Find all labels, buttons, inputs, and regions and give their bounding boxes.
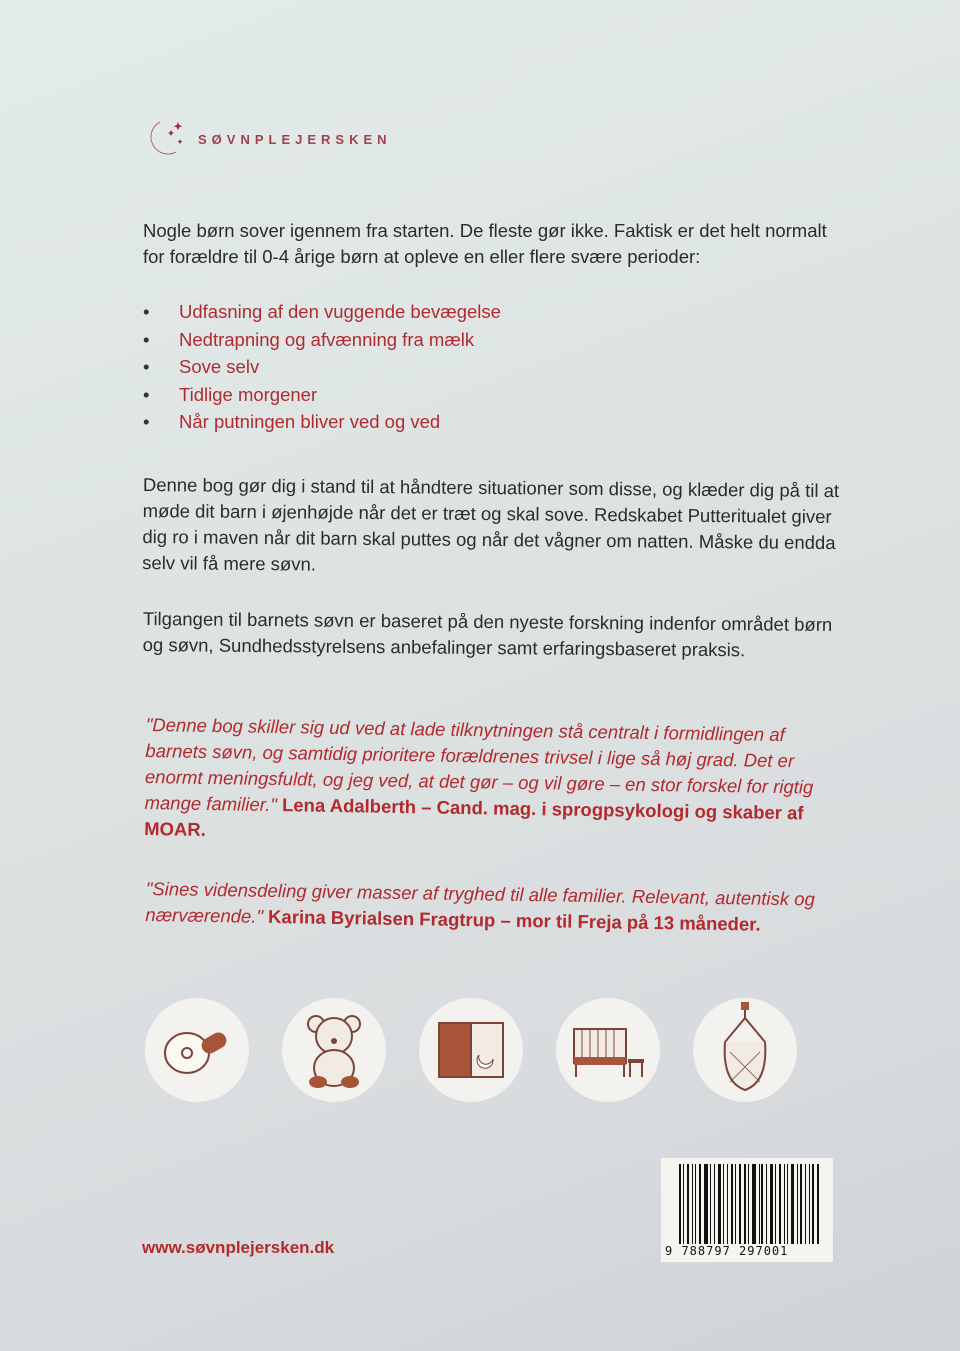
barcode-bar xyxy=(710,1164,711,1244)
barcode-bar xyxy=(683,1164,684,1244)
barcode-bar xyxy=(812,1164,815,1244)
description-paragraph: Denne bog gør dig i stand til at håndtere situationer som disse, og klæder dig på til at møde dit barn i øjenhøjde når det er træt og skal sove. Redskabet Putteritualet giver dig ro i maven når dit barn skal puttes og når det vågner om natten. Måske du endda selv vil få mere søvn. xyxy=(142,473,840,575)
intro-paragraph: Nogle børn sover igennem fra starten. De fleste gør ikke. Faktisk er det helt normalt for forældre til 0-4 årige børn at opleve en eller flere svære perioder: xyxy=(143,220,827,267)
barcode-bar xyxy=(779,1164,781,1244)
periods-list xyxy=(143,298,501,436)
list-item: • Tidlige morgener xyxy=(143,383,318,405)
barcode-bar xyxy=(817,1164,819,1244)
barcode-bar xyxy=(699,1164,701,1244)
barcode-bar xyxy=(695,1164,696,1244)
list-item: • Når putningen bliver ved og ved xyxy=(143,411,441,432)
barcode-bar xyxy=(687,1164,690,1244)
picture-book-icon xyxy=(419,998,523,1102)
list-item: • Nedtrapning og afvænning fra mælk xyxy=(143,328,475,350)
barcode-bar xyxy=(714,1164,716,1244)
barcode-bar xyxy=(761,1164,763,1244)
barcode-bar xyxy=(718,1164,721,1244)
barcode-bars xyxy=(679,1164,821,1244)
barcode-bar xyxy=(759,1164,760,1244)
barcode-bar xyxy=(805,1164,806,1244)
barcode-bar xyxy=(692,1164,693,1244)
barcode-bar xyxy=(787,1164,788,1244)
icon-row xyxy=(145,998,797,1102)
barcode-bar xyxy=(791,1164,794,1244)
barcode-bar xyxy=(800,1164,802,1244)
barcode-bar xyxy=(784,1164,786,1244)
barcode-bar xyxy=(770,1164,773,1244)
barcode-bar xyxy=(679,1164,681,1244)
hanging-cradle-icon xyxy=(693,998,797,1102)
list-item: • Sove selv xyxy=(143,356,260,377)
barcode-bar xyxy=(735,1164,736,1244)
brand-name: SØVNPLEJERSKEN xyxy=(198,131,392,147)
pacifier-icon xyxy=(145,998,249,1102)
barcode-bar xyxy=(809,1164,810,1244)
testimonial-2: "Sines vidensdeling giver masser af tryghed til alle familier. Relevant, autentisk og nærværende." Karina Byrialsen Fragtrup – mor til Freja på 13 måneder. xyxy=(145,877,816,935)
testimonial-1: "Denne bog skiller sig ud ved at lade tilknytningen stå centralt i formidlingen af barnets søvn, og samtidig prioritere forældrenes trivsel i lige så høj grad. Det er enormt meningsfuldt, og jeg ved, at det gør – og vil gøre – en stor forskel for rigtig mange familier." Lena Adalberth – Cand. mag. i sprogpsykologi og skaber af MOAR. xyxy=(144,713,814,840)
moon-stars-icon xyxy=(140,118,188,160)
barcode-bar xyxy=(797,1164,798,1244)
barcode-bar xyxy=(775,1164,776,1244)
list-item: • Udfasning af den vuggende bevægelse xyxy=(143,301,501,322)
barcode-bar xyxy=(704,1164,708,1244)
website-link[interactable]: www.søvnplejersken.dk xyxy=(142,1238,335,1257)
barcode-bar xyxy=(739,1164,742,1244)
barcode-bar xyxy=(727,1164,728,1244)
brand-logo xyxy=(140,118,392,160)
barcode-bar xyxy=(766,1164,767,1244)
isbn-barcode xyxy=(661,1158,833,1262)
barcode-bar xyxy=(744,1164,746,1244)
barcode-bar xyxy=(752,1164,756,1244)
teddy-bear-icon xyxy=(282,998,386,1102)
approach-paragraph: Tilgangen til barnets søvn er baseret på den nyeste forskning indenfor området børn og søvn, Sundhedsstyrelsens anbefalinger samt erfaringsbaseret praksis. xyxy=(142,607,833,661)
crib-icon xyxy=(556,998,660,1102)
barcode-bar xyxy=(731,1164,733,1244)
barcode-bar xyxy=(748,1164,749,1244)
barcode-digits: 9 788797 297001 xyxy=(665,1244,789,1258)
barcode-bar xyxy=(723,1164,724,1244)
